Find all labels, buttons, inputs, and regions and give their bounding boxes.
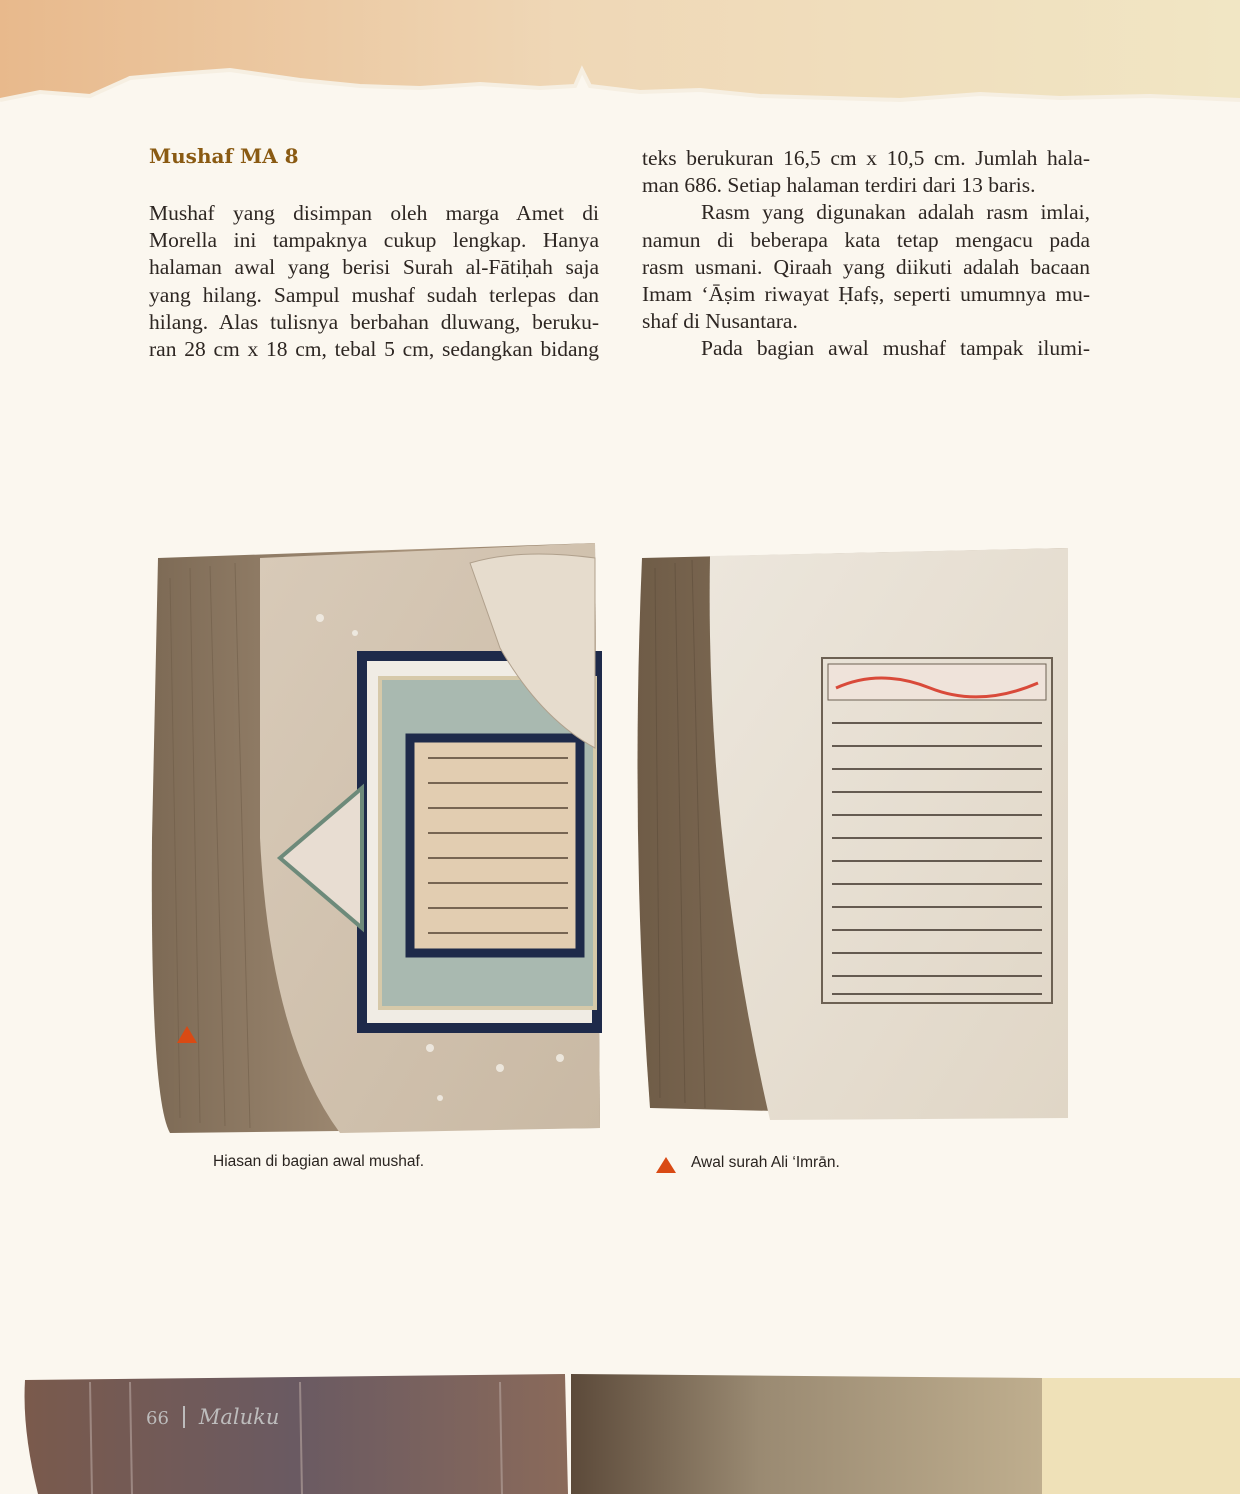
body-text-line: man 686. Setiap halaman terdiri dari 13 baris. — [642, 173, 1036, 198]
body-text-line: namun di beberapa kata tetap mengacu pada — [642, 227, 1090, 252]
page-number: 66 — [146, 1408, 169, 1429]
bottom-photo-strip — [0, 1370, 1240, 1494]
body-text-line: Morella ini tampaknya cukup lengkap. Hanya — [149, 228, 599, 253]
body-text-line: rasm usmani. Qiraah yang diikuti adalah bacaan — [642, 254, 1090, 279]
manuscript-illumination-photo — [140, 538, 610, 1138]
book-region-title: Maluku — [198, 1405, 280, 1429]
footer-divider — [183, 1406, 185, 1428]
body-text-line: ran 28 cm x 18 cm, tebal 5 cm, sedangkan bidang — [149, 337, 599, 362]
page-footer — [146, 1405, 279, 1429]
body-text-line: Mushaf yang disimpan oleh marga Amet di — [149, 201, 599, 225]
caption-right: Awal surah Ali ‘Imrān. — [691, 1154, 840, 1171]
body-text-line: Pada bagian awal mushaf tampak ilumi- — [701, 336, 1090, 361]
caption-left: Hiasan di bagian awal mushaf. — [213, 1153, 425, 1170]
left-text-column — [149, 200, 599, 363]
body-text-line: shaf di Nusantara. — [642, 309, 798, 334]
body-text-line: halaman awal yang berisi Surah al-Fātiḥah saja — [149, 255, 599, 280]
body-text-line: teks berukuran 16,5 cm x 10,5 cm. Jumlah hala- — [642, 146, 1090, 170]
right-text-column — [642, 145, 1090, 363]
body-text-line: Imam ‘Āṣim riwayat Ḥafṣ, seperti umumnya mu- — [642, 282, 1090, 307]
body-text-line: hilang. Alas tulisnya berbahan dluwang, beruku- — [149, 309, 599, 334]
manuscript-page-photo — [630, 538, 1075, 1128]
top-torn-paper-decoration — [0, 0, 1240, 110]
body-text-line: yang hilang. Sampul mushaf sudah terlepas dan — [149, 282, 599, 307]
section-title: Mushaf MA 8 — [149, 144, 299, 168]
caption-marker-icon — [656, 1157, 676, 1173]
body-text-line: Rasm yang digunakan adalah rasm imlai, — [701, 200, 1090, 225]
